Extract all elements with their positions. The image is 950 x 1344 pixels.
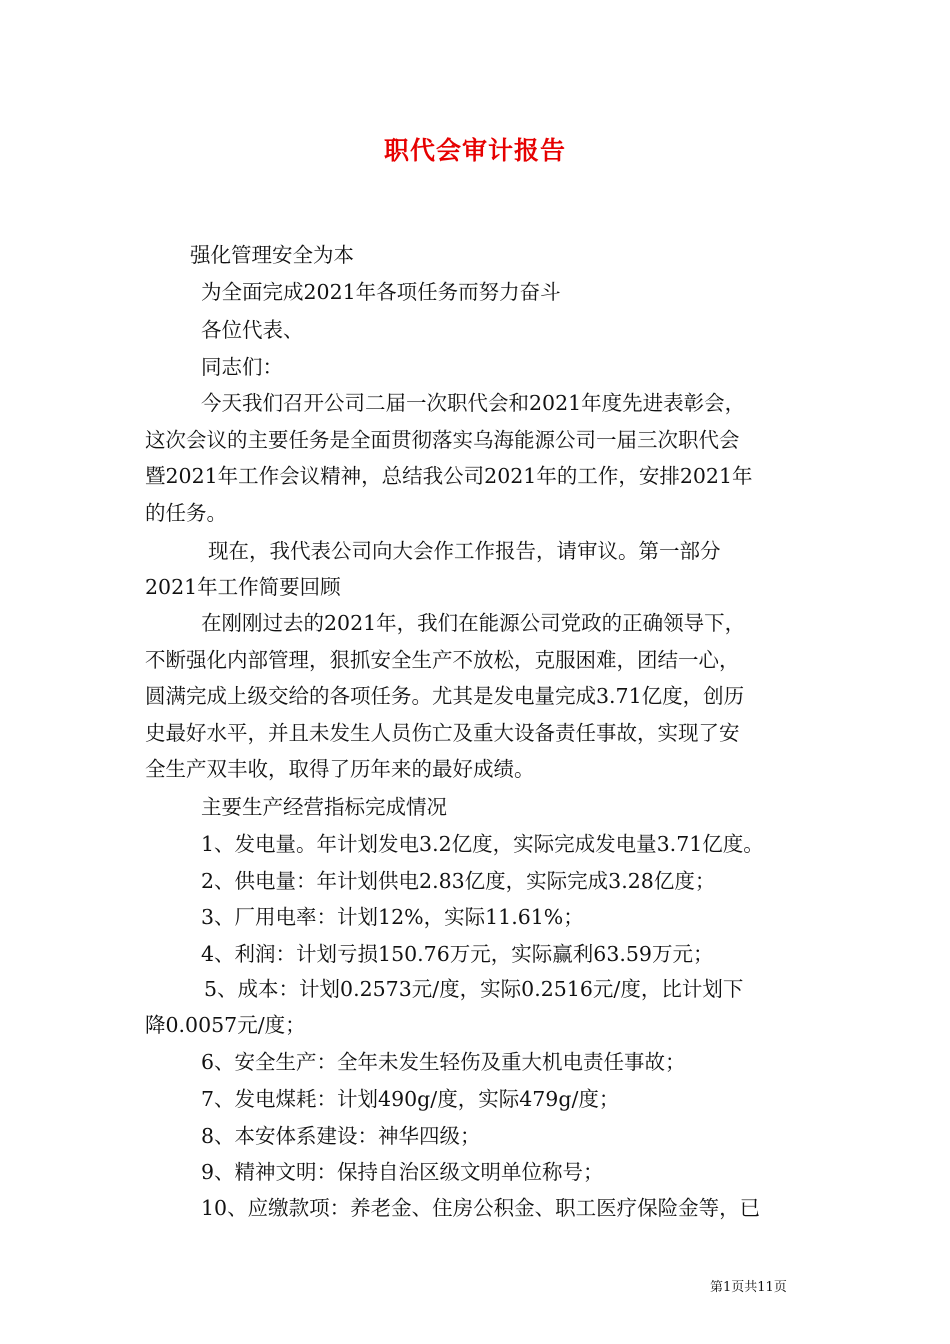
body-line: 现在，我代表公司向大会作工作报告，请审议。第一部分	[208, 539, 721, 563]
body-line: 史最好水平，并且未发生人员伤亡及重大设备责任事故，实现了安	[145, 721, 740, 745]
body-line: 圆满完成上级交给的各项任务。尤其是发电量完成3.71亿度，创历	[145, 684, 745, 708]
indicator-item: 7、发电煤耗：计划490g/度，实际479g/度；	[201, 1087, 620, 1111]
indicator-item: 1、发电量。年计划发电3.2亿度，实际完成发电量3.71亿度。	[201, 832, 764, 856]
indicator-item: 10、应缴款项：养老金、住房公积金、职工医疗保险金等，已	[201, 1196, 761, 1220]
indicator-item: 6、安全生产：全年未发生轻伤及重大机电责任事故；	[201, 1050, 686, 1074]
body-line: 的任务。	[145, 501, 227, 525]
section-heading: 主要生产经营指标完成情况	[201, 795, 447, 819]
body-line: 不断强化内部管理，狠抓安全生产不放松，克服困难，团结一心，	[145, 648, 740, 672]
document-title: 职代会审计报告	[383, 136, 566, 165]
body-line: 全生产双丰收，取得了历年来的最好成绩。	[145, 757, 535, 781]
indicator-item: 4、利润：计划亏损150.76万元，实际赢利63.59万元；	[201, 942, 714, 966]
indicator-item: 9、精神文明：保持自治区级文明单位称号；	[201, 1160, 604, 1184]
body-line: 今天我们召开公司二届一次职代会和2021年度先进表彰会，	[201, 391, 746, 415]
body-line: 强化管理安全为本	[190, 243, 354, 267]
body-line: 这次会议的主要任务是全面贯彻落实乌海能源公司一届三次职代会	[145, 428, 740, 452]
indicator-item: 3、厂用电率：计划12%，实际11.61%；	[201, 905, 584, 929]
body-line: 各位代表、	[201, 318, 304, 342]
indicator-item: 8、本安体系建设：神华四级；	[201, 1124, 481, 1148]
body-line: 同志们：	[201, 355, 283, 379]
page-number: 第1页共11页	[710, 1280, 787, 1295]
body-line: 暨2021年工作会议精神，总结我公司2021年的工作，安排2021年	[145, 464, 753, 488]
indicator-item: 2、供电量：年计划供电2.83亿度，实际完成3.28亿度；	[201, 869, 716, 893]
body-line: 为全面完成2021年各项任务而努力奋斗	[201, 280, 561, 304]
indicator-item: 降0.0057元/度；	[145, 1013, 306, 1037]
body-line: 在刚刚过去的2021年，我们在能源公司党政的正确领导下，	[201, 611, 746, 635]
indicator-item: 5、成本：计划0.2573元/度，实际0.2516元/度，比计划下	[204, 977, 744, 1001]
body-line: 2021年工作简要回顾	[145, 575, 341, 599]
